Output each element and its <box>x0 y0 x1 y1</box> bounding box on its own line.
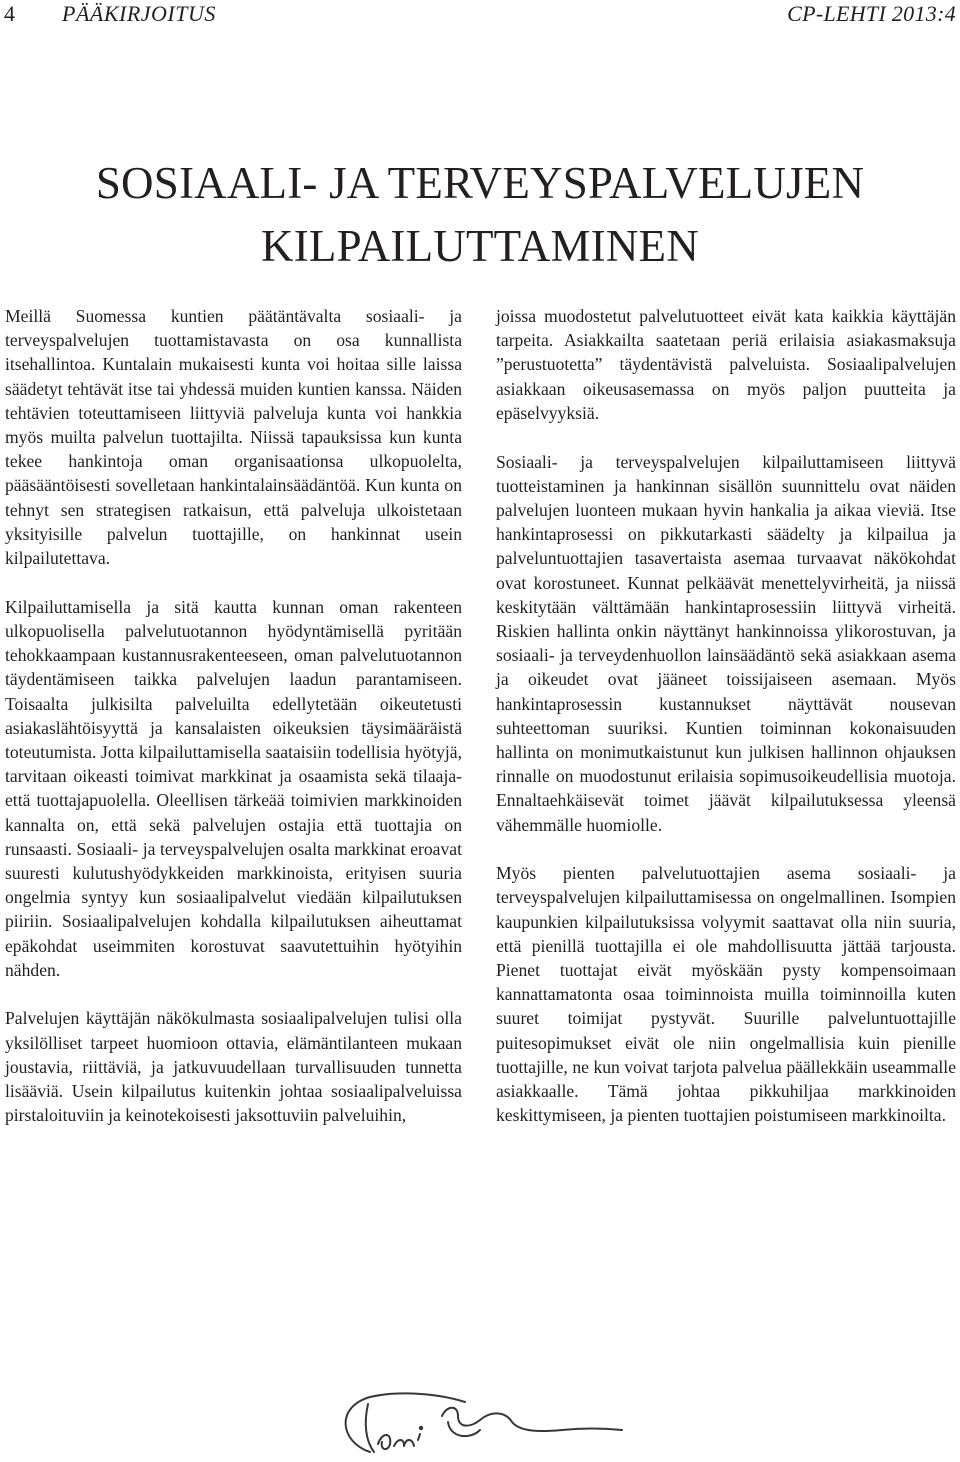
signature-icon <box>330 1382 630 1462</box>
article-title-line-2: KILPAILUTTAMINEN <box>261 221 699 271</box>
article-title <box>0 152 960 278</box>
page-number: 4 <box>4 1 15 26</box>
paragraph: joissa muodostetut palvelutuotteet eivät kata kaikkia käyttäjän tarpeita. Asiakkailta saatetaan periä erilaisia asiakasmaksuja ”perustuotetta” täydentävistä palveluista. Sosiaalipalvelujen asiakkaan oikeusasemassa on myös paljon puutteita ja epäselvyyksiä. <box>496 306 956 423</box>
right-column <box>496 304 956 1152</box>
section-name: PÄÄKIRJOITUS <box>62 1 216 26</box>
page-header <box>0 0 960 30</box>
paragraph: Sosiaali- ja terveyspalvelujen kilpailuttamiseen liittyvä tuotteistaminen ja hankinnan sisällön suunnittelu ovat näiden palvelujen luonteen mukaan hyvin hankalia ja aikaa vieviä. Itse hankintaprosessi on pikkutarkasti säädelty ja kilpailua ja palveluntuottajien tasavertaista asemaa turvaavat näkökohdat ovat korostuneet. Kunnat pelkäävät menettelyvirheitä, ja niissä keskitytään välttämään hankintaprosessiin liittyvä virheitä. Riskien hallinta onkin näyttänyt hankinnoissa ylikorostuvan, ja sosiaali- ja terveydenhuollon lainsäädäntö sekä asiakkaan asema ja oikeudet ovat jääneet toissijaiseen asemaan. Myös hankintaprosessin kustannukset näyttävät nousevan suhteettoman suuriksi. Kuntien toiminnan kokonaisuuden hallinta on monimutkaistunut kun julkisen hallinnon ohjauksen rinnalle on muodostunut erilaisia sopimusoikeudellisia muotoja. Ennaltaehkäisevät toimet jäävät kilpailutuksessa yleensä vähemmälle huomiolle. <box>496 451 956 835</box>
paragraph: Kilpailuttamisella ja sitä kautta kunnan oman rakenteen ulkopuolisella palvelutuotannon hyödyntämisellä pyritään tehokkaampaan kustannusrakenteeseen, oman palvelutuotannon täydentämiseen taikka palvelujen laadun parantamiseen. Toisaalta julkisilta palveluilta edellytetään oikeutetusti asiakaslähtöisyyttä ja kansalaisten oikeuksien täysimääräistä toteutumista. Jotta kilpailuttamisella saataisiin todellisia hyötyjä, tarvitaan oikeasti toimivat markkinat ja osaamista sekä tilaaja- että tuottajapuolella. Oleellisen tärkeää toimivien markkinoiden kannalta on, että sekä palvelujen ostajia että tuottajia on runsaasti. Sosiaali- ja terveyspalvelujen osalta markkinat eroavat suuresti kulutushyödykkeiden markkinoista, erityisen suuria ongelmia syntyy kun sosiaalipalvelut viedään kilpailutuksen piiriin. Sosiaalipalvelujen kohdalla kilpailutuksen aiheuttamat epäkohdat useimmiten korostuvat saavutettuihin hyötyihin nähden. <box>5 596 462 980</box>
left-column <box>5 304 462 1152</box>
paragraph: Palvelujen käyttäjän näkökulmasta sosiaalipalvelujen tulisi olla yksilölliset tarpeet huomioon ottavia, elämäntilanteen mukaan joustavia, riittäviä, ja jatkuvuudellaan turvallisuuden tunnetta lisääviä. Usein kilpailutus kuitenkin johtaa sosiaalipalveluissa pirstaloituviin ja keinotekoisesti jaksottuviin palveluihin, <box>5 1008 462 1126</box>
magazine-issue: CP-LEHTI 2013:4 <box>787 1 956 26</box>
paragraph: Myös pienten palvelutuottajien asema sosiaali- ja terveyspalvelujen kilpailuttamisessa on ongelmallinen. Isompien kaupunkien kilpailutuksissa volyymit saattavat olla niin suuria, että pienillä tuottajilla ei ole mahdollisuutta jättää tarjousta. Pienet tuottajat eivät myöskään pysty kompensoimaan kannattamatonta osaa toiminnoista muilla toiminnoilla kuten suuret toimijat pystyvät. Suurille palveluntuottajille puitesopimukset eivät ole niin ongelmallisia kuin pienille tuottajille, ne kun voivat tarjota palvelua päällekkäin useammalle asiakkaalle. Tämä johtaa pikkuhiljaa markkinoiden keskittymiseen, ja pienten tuottajien poistumiseen markkinoilta. <box>496 863 956 1126</box>
paragraph: Meillä Suomessa kuntien päätäntävalta sosiaali- ja terveyspalvelujen tuottamistavasta on osa kunnallista itsehallintoa. Kuntalain mukaisesti kunta voi hoitaa sille laissa säädetyt tehtävät itse tai yhdessä muiden kuntien kanssa. Näiden tehtävien toteuttamiseen liittyviä palveluja kunta voi hankkia myös muilta palvelun tuottajilta. Niissä tapauksissa kun kunta tekee hankintoja oman organisaationsa ulkopuolelta, pääsääntöisesti sovelletaan hankintalainsäädäntöä. Kun kunta on tehnyt sen strategisen ratkaisun, että palveluja ulkoistetaan yksityisille palvelun tuottajille, on hankinnat usein kilpailutettava. <box>5 306 462 569</box>
article-title-line-1: SOSIAALI- JA TERVEYSPALVELUJEN <box>95 158 865 208</box>
